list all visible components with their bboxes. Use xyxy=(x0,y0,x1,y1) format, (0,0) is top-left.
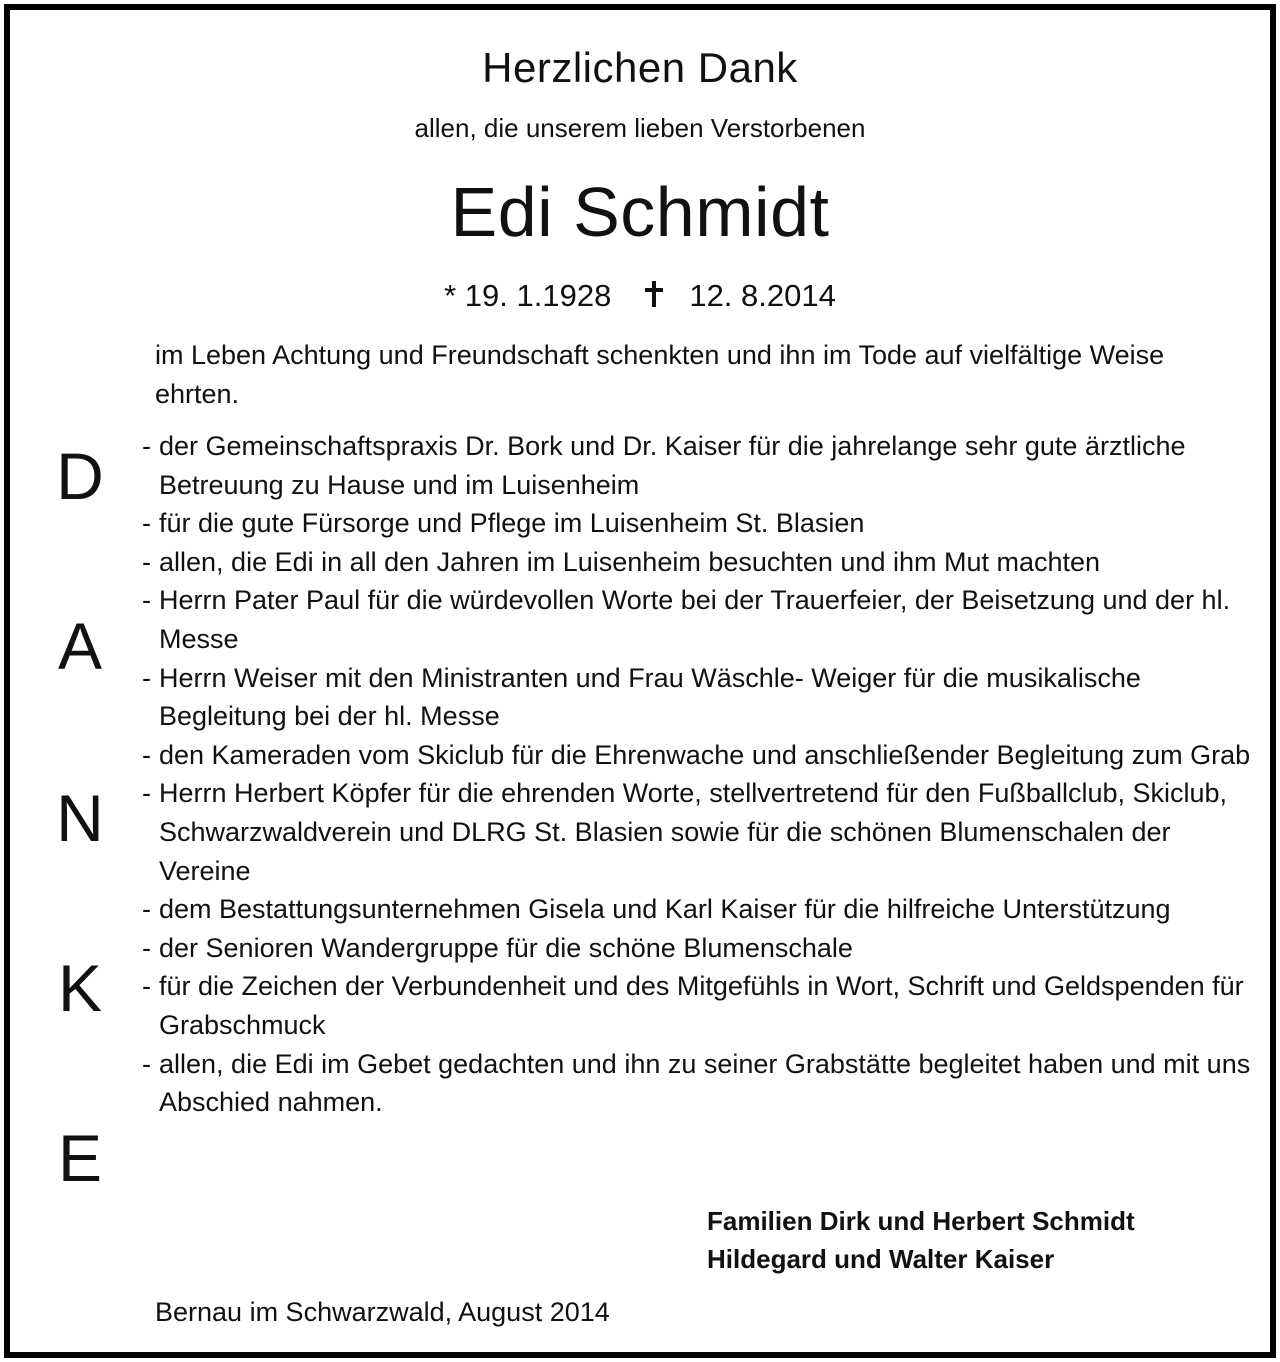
body-text: im Leben Achtung und Freundschaft schenkten und ihn im Tode auf vielfältige Weise ehrten. xyxy=(155,340,1165,409)
dash: - xyxy=(142,585,151,616)
danke-letter-n: N xyxy=(56,781,104,855)
list-item-text: Herrn Pater Paul für die würdevollen Worte bei der Trauerfeier, der Beisetzung und der hl. Messe xyxy=(159,585,1231,654)
list-item xyxy=(142,929,1257,968)
list-item-text: für die gute Fürsorge und Pflege im Luisenheim St. Blasien xyxy=(159,508,865,539)
dash: - xyxy=(142,778,151,809)
list-item xyxy=(142,774,1257,890)
list-item-text: der Gemeinschaftspraxis Dr. Bork und Dr. Kaiser für die jahrelange sehr gute ärztliche Betreuung zu Hause und im Luisenheim xyxy=(159,431,1186,500)
signature-line-families: Familien Dirk und Herbert Schmidt xyxy=(707,1206,1135,1236)
dash: - xyxy=(142,894,151,925)
list-item-text: für die Zeichen der Verbundenheit und des Mitgefühls in Wort, Schrift und Geldspenden für Grabschmuck xyxy=(159,971,1244,1040)
dash: - xyxy=(142,546,151,577)
danke-letter-a: A xyxy=(57,609,103,683)
list-item xyxy=(142,967,1257,1044)
danke-letter-d: D xyxy=(56,439,104,513)
dash: - xyxy=(142,431,151,461)
intro-line: allen, die unserem lieben Verstorbenen xyxy=(414,113,866,143)
danke-letter-e: E xyxy=(57,1121,103,1195)
list-item-text: der Senioren Wandergruppe für die schöne Blumenschale xyxy=(159,932,853,963)
dash: - xyxy=(142,508,151,539)
list-item xyxy=(142,581,1257,658)
birth-date: * 19. 1.1928 xyxy=(444,278,612,313)
list-item xyxy=(142,427,1257,504)
deceased-name: Edi Schmidt xyxy=(450,173,830,251)
signature xyxy=(707,1202,1135,1278)
cross-icon xyxy=(645,281,663,307)
dash: - xyxy=(142,739,151,770)
list-item xyxy=(142,736,1257,775)
list-item-text: allen, die Edi in all den Jahren im Luisenheim besuchten und ihm Mut machten xyxy=(159,546,1101,577)
list-item xyxy=(142,890,1257,929)
list-item xyxy=(142,504,1257,543)
place-date: Bernau im Schwarzwald, August 2014 xyxy=(155,1297,610,1327)
list-item-text: den Kameraden vom Skiclub für die Ehrenwache und anschließender Begleitung zum Grab xyxy=(159,739,1251,770)
life-dates xyxy=(0,278,1280,314)
list-item-text: Herrn Herbert Köpfer für die ehrenden Worte, stellvertretend für den Fußballclub, Skiclub, Schwarzwaldverein und DLRG St. Blasien sowie für die schönen Blumenschalen der Vereine xyxy=(159,778,1228,886)
death-date: 12. 8.2014 xyxy=(689,278,836,313)
dash: - xyxy=(142,971,151,1002)
list-item-text: Herrn Weiser mit den Ministranten und Frau Wäschle- Weiger für die musikalische Begleitung bei der hl. Messe xyxy=(159,662,1141,732)
list-item xyxy=(142,1045,1257,1122)
signature-line-kaiser: Hildegard und Walter Kaiser xyxy=(707,1244,1055,1274)
list-item-text: allen, die Edi im Gebet gedachten und ihn zu seiner Grabstätte begleitet haben und mit uns Abschied nahmen. xyxy=(159,1048,1251,1118)
list-item xyxy=(142,543,1257,582)
dash: - xyxy=(142,1048,151,1079)
list-item xyxy=(142,659,1257,736)
dash: - xyxy=(142,662,151,693)
dash: - xyxy=(142,932,151,963)
danke-letter-k: K xyxy=(57,951,103,1025)
notice-title: Herzlichen Dank xyxy=(482,44,798,91)
list-item-text: dem Bestattungsunternehmen Gisela und Karl Kaiser für die hilfreiche Unterstützung xyxy=(159,894,1171,925)
thanks-list xyxy=(142,427,1257,1122)
